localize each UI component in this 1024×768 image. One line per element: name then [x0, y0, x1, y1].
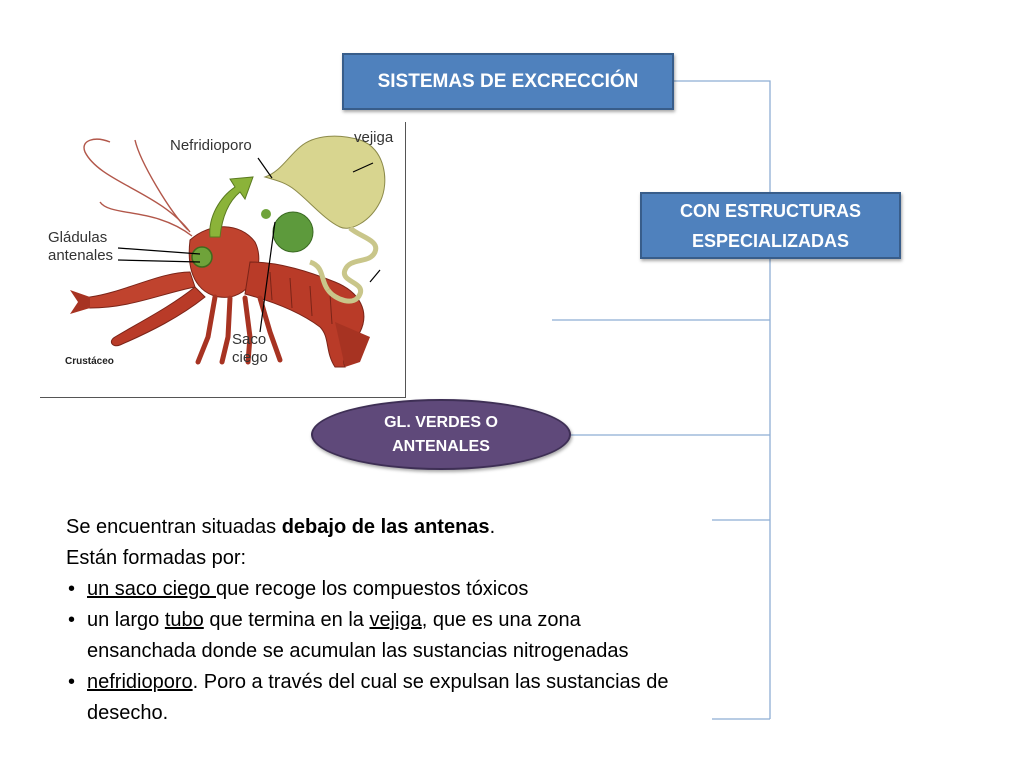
tube-text-b: que termina en la [203, 609, 370, 631]
list-item-blind-sac [66, 574, 686, 605]
composition-list [66, 574, 686, 729]
blind-sac-term: un saco ciego [87, 578, 216, 600]
tube-text-c: , que es una zona ensanchada donde se acumulan las sustancias nitrogenadas [87, 609, 629, 662]
intro-end: . [489, 516, 496, 538]
specialized-structures-box [640, 192, 901, 259]
green-glands-oval [311, 399, 571, 470]
crayfish-excretory-figure [40, 122, 406, 398]
intro-line [66, 512, 686, 543]
oval-line-2: ANTENALES [392, 437, 490, 455]
label-crustaceo: Crustáceo [65, 356, 114, 367]
label-antenales: antenales [48, 247, 114, 264]
excretion-systems-title [342, 53, 674, 110]
nephridiopore-text: . Poro a través del cual se expulsan las sustancias de desecho. [87, 671, 669, 724]
label-saco: Saco [232, 331, 267, 348]
title-text: SISTEMAS DE EXCRECCIÓN [377, 70, 639, 92]
label-nefridioporo: Nefridioporo [170, 137, 252, 154]
tube-text-a: un largo [87, 609, 165, 631]
oval-line-1: GL. VERDES O [384, 413, 498, 431]
blind-sac-text: que recoge los compuestos tóxicos [215, 578, 529, 600]
structures-line-2: ESPECIALIZADAS [691, 230, 850, 251]
label-vejiga: vejiga [354, 129, 394, 146]
intro-plain: Se encuentran situadas [66, 516, 282, 538]
nephridiopore-term: nefridioporo [87, 671, 193, 693]
structures-line-1: CON ESTRUCTURAS [679, 200, 861, 221]
label-gladulas: Gládulas [48, 229, 108, 246]
bladder-term: vejiga [369, 609, 422, 631]
intro-bold: debajo de las antenas [281, 516, 490, 538]
label-ciego: ciego [232, 349, 268, 366]
list-item-nephridiopore [66, 667, 686, 729]
blind-sac-drawing [273, 212, 313, 252]
tube-term: tubo [164, 609, 204, 631]
composition-line: Están formadas por: [66, 547, 247, 569]
green-glands-description [66, 512, 686, 729]
list-item-tube [66, 605, 686, 667]
